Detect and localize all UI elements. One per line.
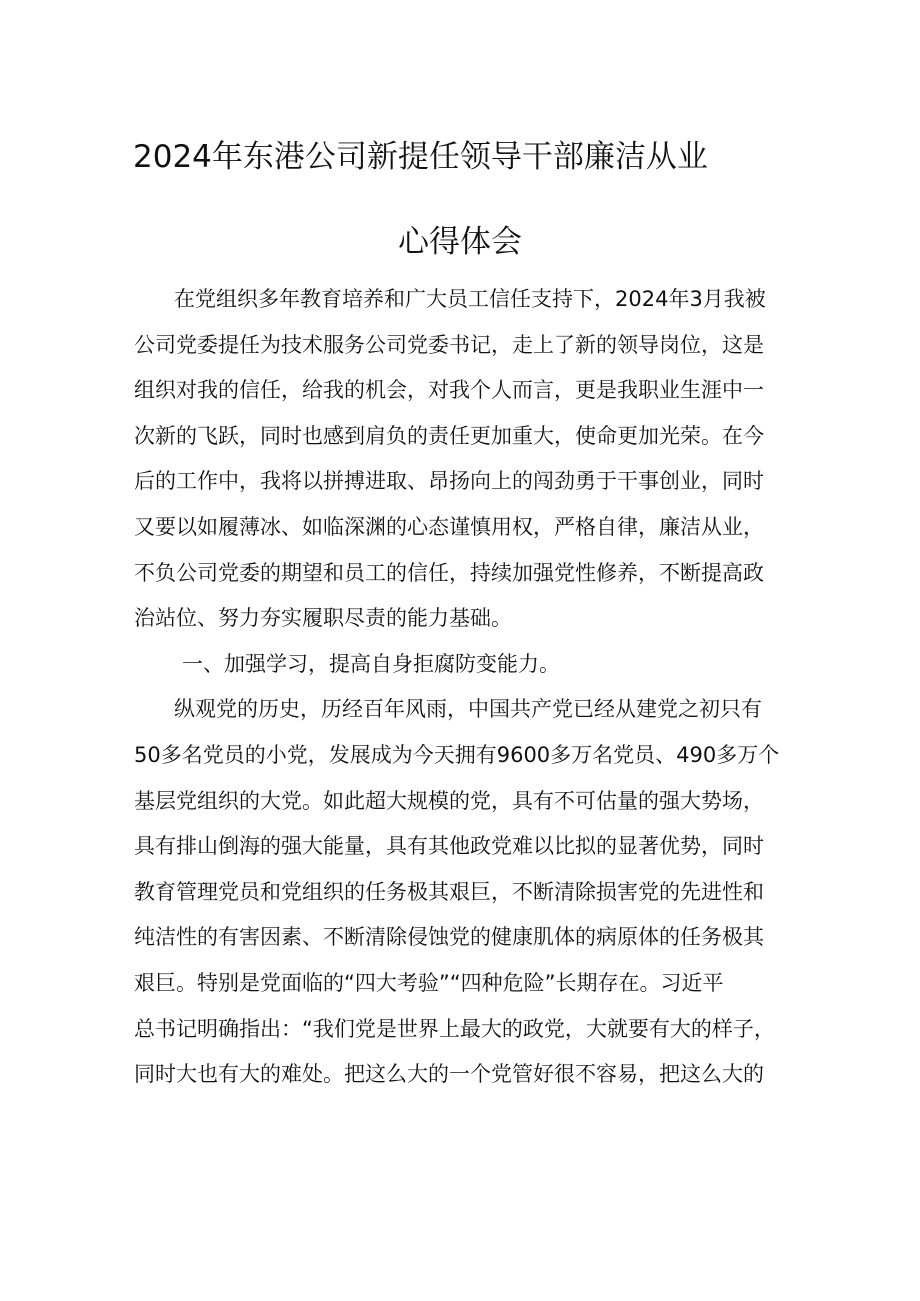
paragraph-line: 不负公司党委的期望和员工的信任，持续加强党性修养，不断提高政 [134, 560, 764, 585]
section-heading: 一、加强学习，提高自身拒腐防变能力。 [182, 651, 560, 676]
paragraph-line: 又要以如履薄冰、如临深渊的心态谨慎用权，严格自律，廉洁从业， [134, 514, 764, 539]
paragraph-line: 基层党组织的大党。如此超大规模的党，具有不可估量的强大势场， [134, 788, 764, 813]
document-title-line-2: 心得体会 [398, 224, 522, 260]
paragraph-line: 艰巨。特别是党面临的“四大考验”“四种危险”长期存在。习近平 [134, 970, 724, 995]
paragraph-line: 50多名党员的小党，发展成为今天拥有9600多万名党员、490多万个 [134, 742, 780, 767]
paragraph-line: 总书记明确指出：“我们党是世界上最大的政党，大就要有大的样子， [134, 1016, 775, 1041]
paragraph-line: 在党组织多年教育培养和广大员工信任支持下，2024年3月我被 [174, 287, 766, 311]
paragraph-line: 同时大也有大的难处。把这么大的一个党管好很不容易，把这么大的 [134, 1062, 764, 1087]
paragraph-line: 组织对我的信任，给我的机会，对我个人而言，更是我职业生涯中一 [134, 378, 764, 403]
paragraph-line: 治站位、努力夯实履职尽责的能力基础。 [134, 606, 512, 631]
paragraph-line: 次新的飞跃，同时也感到肩负的责任更加重大，使命更加光荣。在今 [134, 423, 764, 448]
paragraph-line: 具有排山倒海的强大能量，具有其他政党难以比拟的显著优势，同时 [134, 834, 764, 859]
paragraph-line: 后的工作中，我将以拼搏进取、昂扬向上的闯劲勇于干事创业，同时 [134, 469, 764, 494]
document-title-line-1: 2024年东港公司新提任领导干部廉洁从业 [133, 139, 708, 175]
paragraph-line: 公司党委提任为技术服务公司党委书记，走上了新的领导岗位，这是 [134, 332, 764, 357]
document-body [134, 277, 794, 1098]
paragraph-line: 教育管理党员和党组织的任务极其艰巨，不断清除损害党的先进性和 [134, 879, 764, 904]
paragraph-line: 纯洁性的有害因素、不断清除侵蚀党的健康肌体的病原体的任务极其 [134, 925, 764, 950]
paragraph-line: 纵观党的历史，历经百年风雨，中国共产党已经从建党之初只有 [174, 697, 762, 722]
